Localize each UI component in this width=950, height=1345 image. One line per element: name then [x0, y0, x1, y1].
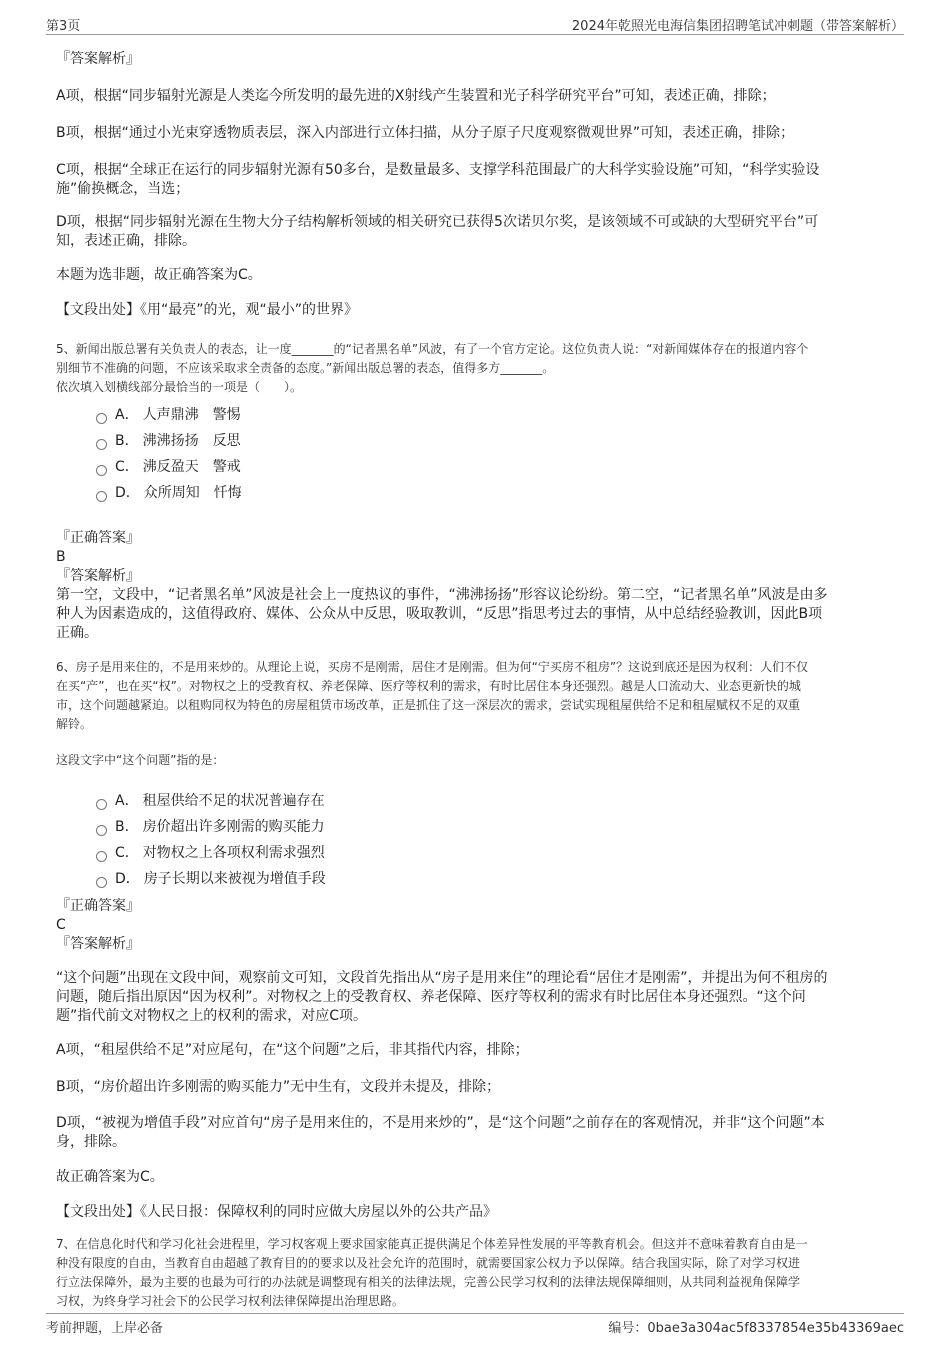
q5-option-a[interactable]	[96, 402, 892, 428]
q5-answer-label: 『正确答案』	[56, 530, 140, 546]
q6-analysis-line1: “这个问题”出现在文段中间，观察前文可知，文段首先指出从“房子是用来住”的理论看“居住才是刚需”，并提出为何不租房的	[56, 970, 828, 986]
page-footer	[46, 1313, 904, 1334]
q6-conclusion: 故正确答案为C。	[56, 1169, 164, 1185]
document-code: 编号：0bae3a304ac5f8337854e35b43369aec	[608, 1321, 904, 1336]
q5-analysis-line2: 种人为因素造成的，这值得政府、媒体、公众从中反思，吸取教训，“反思”指思考过去的事情，从中总结经验教训，因此B项	[56, 606, 823, 622]
q6-question: 这段文字中“这个问题”指的是：	[56, 753, 225, 767]
page-number: 第3页	[46, 19, 81, 34]
radio-icon[interactable]	[96, 491, 107, 502]
q4-analysis-c-line2: 施”偷换概念，当选；	[56, 181, 190, 197]
option-letter: D．	[115, 871, 140, 887]
q5-stem-line2: 别细节不准确的问题，不应该采取求全责备的态度。”新闻出版总署的表态，值得多方_______。	[56, 361, 555, 375]
option-text: 沸沸扬扬 反思	[142, 433, 241, 449]
q5-option-b[interactable]	[96, 428, 892, 454]
option-text: 房价超出许多刚需的购买能力	[142, 819, 325, 835]
q6-answer-label: 『正确答案』	[56, 898, 140, 914]
q6-options	[96, 788, 892, 892]
q5-analysis-line1: 第一空，文段中，“记者黑名单”风波是社会上一度热议的事件，“沸沸扬扬”形容议论纷纷。第二空，“记者黑名单”风波是由多	[56, 587, 828, 603]
q5-analysis-label: 『答案解析』	[56, 568, 140, 584]
q5-stem-line3: 依次填入划横线部分最恰当的一项是（ ）。	[56, 380, 303, 394]
q7-stem-line1: 7、在信息化时代和学习化社会进程里，学习权客观上要求国家能真正提供满足个体差异性发展的平等教育机会。但这并不意味着教育自由是一	[56, 1237, 808, 1251]
q4-analysis-d-line1: D项，根据“同步辐射光源在生物大分子结构解析领域的相关研究已获得5次诺贝尔奖，是该领域不可或缺的大型研究平台”可	[56, 214, 819, 230]
q4-analysis-c-line1: C项，根据“全球正在运行的同步辐射光源有50多台，是数量最多、支撑学科范围最广的大科学实验设施”可知，“科学实验设	[56, 162, 820, 178]
q6-option-a[interactable]	[96, 788, 892, 814]
q6-stem-line2: 在买“产”，也在买“权”。对物权之上的受教育权、养老保障、医疗等权利的需求，有时比居住本身还强烈。越是人口流动大、业态更新快的城	[56, 679, 801, 693]
q4-conclusion: 本题为选非题，故正确答案为C。	[56, 267, 262, 283]
q5-option-d[interactable]	[96, 480, 892, 506]
page-content	[56, 44, 892, 1311]
q6-analysis-d-line2: 身，排除。	[56, 1134, 126, 1150]
q7-stem-line4: 习权，为终身学习社会下的公民学习权利法律保障提出治理思路。	[56, 1294, 405, 1308]
q5-answer: B	[56, 549, 66, 565]
q5-stem-line1: 5、新闻出版总署有关负责人的表态，让一度_______的“记者黑名单”风波，有了一个官方定论。这位负责人说：“对新闻媒体存在的报道内容个	[56, 342, 809, 356]
radio-icon[interactable]	[96, 799, 107, 810]
option-text: 沸反盈天 警戒	[142, 459, 241, 475]
q7-stem-line2: 种没有限度的自由，当教育自由超越了教育目的的要求以及社会允许的范围时，就需要国家公权力予以保障。结合我国实际，除了对学习权进	[56, 1256, 801, 1270]
q6-analysis-d-line1: D项，“被视为增值手段”对应首句“房子是用来住的，不是用来炒的”，是“这个问题”之前存在的客观情况，并非“这个问题”本	[56, 1115, 825, 1131]
q4-analysis-a: A项，根据“同步辐射光源是人类迄今所发明的最先进的X射线产生装置和光子科学研究平台”可知，表述正确，排除；	[56, 88, 776, 104]
q6-analysis-a: A项，“租屋供给不足”对应尾句，在“这个问题”之后，非其指代内容，排除；	[56, 1042, 529, 1058]
q7-stem-line3: 行立法保障外，最为主要的也最为可行的办法就是调整现有相关的法律法规，完善公民学习权利的法律法规保障细则，从共同利益视角保障学	[56, 1275, 801, 1289]
option-text: 租屋供给不足的状况普遍存在	[142, 793, 325, 809]
radio-icon[interactable]	[96, 413, 107, 424]
option-text: 房子长期以来被视为增值手段	[143, 871, 326, 887]
radio-icon[interactable]	[96, 851, 107, 862]
q6-option-c[interactable]	[96, 840, 892, 866]
q4-analysis-b: B项，根据“通过小光束穿透物质表层，深入内部进行立体扫描，从分子原子尺度观察微观世界”可知，表述正确，排除；	[56, 125, 795, 141]
q6-analysis-line3: 题”指代前文对物权之上的权利的需求，对应C项。	[56, 1008, 368, 1024]
page-header	[46, 14, 904, 35]
option-letter: D．	[115, 485, 140, 501]
option-text: 人声鼎沸 警惕	[142, 407, 241, 423]
option-text: 对物权之上各项权利需求强烈	[142, 845, 325, 861]
q4-analysis-label: 『答案解析』	[56, 51, 140, 67]
q6-analysis-b: B项，“房价超出许多刚需的购买能力”无中生有，文段并未提及，排除；	[56, 1079, 501, 1095]
q5-option-c[interactable]	[96, 454, 892, 480]
option-letter: B．	[115, 819, 139, 835]
q4-analysis-d-line2: 知，表述正确，排除。	[56, 233, 196, 249]
option-letter: A．	[115, 407, 139, 423]
q5-analysis-line3: 正确。	[56, 625, 98, 641]
radio-icon[interactable]	[96, 825, 107, 836]
radio-icon[interactable]	[96, 465, 107, 476]
footer-slogan: 考前押题，上岸必备	[46, 1321, 164, 1336]
option-letter: C．	[115, 459, 139, 475]
q6-option-b[interactable]	[96, 814, 892, 840]
q6-source: 【文段出处】《人民日报：保障权利的同时应做大房屋以外的公共产品》	[56, 1204, 497, 1220]
q6-answer: C	[56, 917, 66, 933]
q4-source: 【文段出处】《用“最亮”的光，观“最小”的世界》	[56, 302, 359, 318]
q6-stem-line3: 市，这个问题越紧迫。以租购同权为特色的房屋租赁市场改革，正是抓住了这一深层次的需求，尝试实现租屋供给不足和租屋赋权不足的双重	[56, 698, 801, 712]
q6-analysis-label: 『答案解析』	[56, 936, 140, 952]
q6-stem-line4: 解铃。	[56, 717, 93, 731]
radio-icon[interactable]	[96, 877, 107, 888]
q5-options	[96, 402, 892, 506]
q6-stem-line1: 6、房子是用来住的，不是用来炒的。从理论上说，买房不是刚需，居住才是刚需。但为何“宁买房不租房”？这说到底还是因为权利：人们不仅	[56, 660, 809, 674]
option-letter: C．	[115, 845, 139, 861]
option-letter: B．	[115, 433, 139, 449]
document-title: 2024年乾照光电海信集团招聘笔试冲刺题（带答案解析）	[571, 19, 904, 34]
q6-analysis-line2: 问题，随后指出原因“因为权利”。对物权之上的受教育权、养老保障、医疗等权利的需求有时比居住本身还强烈。“这个问	[56, 989, 806, 1005]
option-letter: A．	[115, 793, 139, 809]
option-text: 众所周知 忏悔	[143, 485, 242, 501]
q6-option-d[interactable]	[96, 866, 892, 892]
radio-icon[interactable]	[96, 439, 107, 450]
